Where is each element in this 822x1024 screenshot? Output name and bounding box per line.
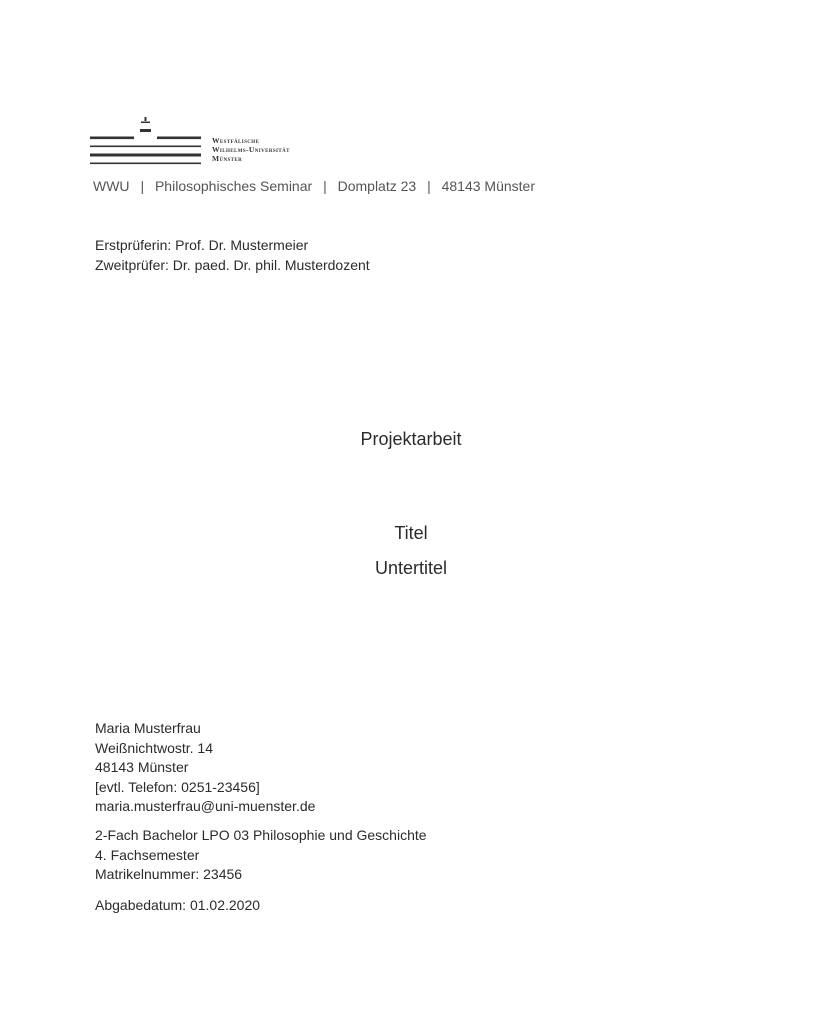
- second-examiner: Zweitprüfer: Dr. paed. Dr. phil. Musterdozent: [95, 257, 370, 273]
- institute-address: [93, 178, 535, 194]
- wordmark-line-1: Westfälische: [212, 136, 260, 145]
- document-subtitle: Untertitel: [374, 558, 448, 578]
- first-examiner: Erstprüferin: Prof. Dr. Mustermeier: [95, 237, 309, 253]
- document-type: Projektarbeit: [360, 429, 462, 449]
- address-department: Philosophisches Seminar: [154, 178, 313, 194]
- address-separator: |: [140, 178, 145, 194]
- address-city: 48143 Münster: [441, 178, 536, 194]
- examiners-block: [95, 235, 370, 275]
- address-street: Domplatz 23: [337, 178, 417, 194]
- address-separator: |: [427, 178, 431, 194]
- author-city: 48143 Münster: [95, 759, 189, 775]
- address-separator: |: [323, 178, 327, 194]
- author-street: Weißnichtwostr. 14: [95, 739, 214, 756]
- author-email: maria.musterfrau@uni-muenster.de: [95, 798, 316, 814]
- matriculation-number: Matrikelnummer: 23456: [95, 866, 243, 882]
- study-program: 2-Fach Bachelor LPO 03 Philosophie und Geschichte: [95, 827, 427, 843]
- submission-block: [95, 896, 260, 916]
- document-title: Titel: [394, 523, 428, 543]
- university-logo-icon: [90, 115, 205, 167]
- university-wordmark: [212, 136, 290, 163]
- author-name: Maria Musterfrau: [95, 720, 201, 736]
- author-block: [95, 719, 315, 817]
- study-semester: 4. Fachsemester: [95, 846, 200, 863]
- submission-date: Abgabedatum: 01.02.2020: [95, 897, 261, 913]
- wordmark-line-2: Wilhelms-Universität: [212, 145, 290, 154]
- study-block: [95, 826, 427, 885]
- wordmark-line-3: Münster: [212, 154, 243, 163]
- author-phone: [evtl. Telefon: 0251-23456]: [95, 778, 260, 795]
- address-org: WWU: [93, 178, 130, 194]
